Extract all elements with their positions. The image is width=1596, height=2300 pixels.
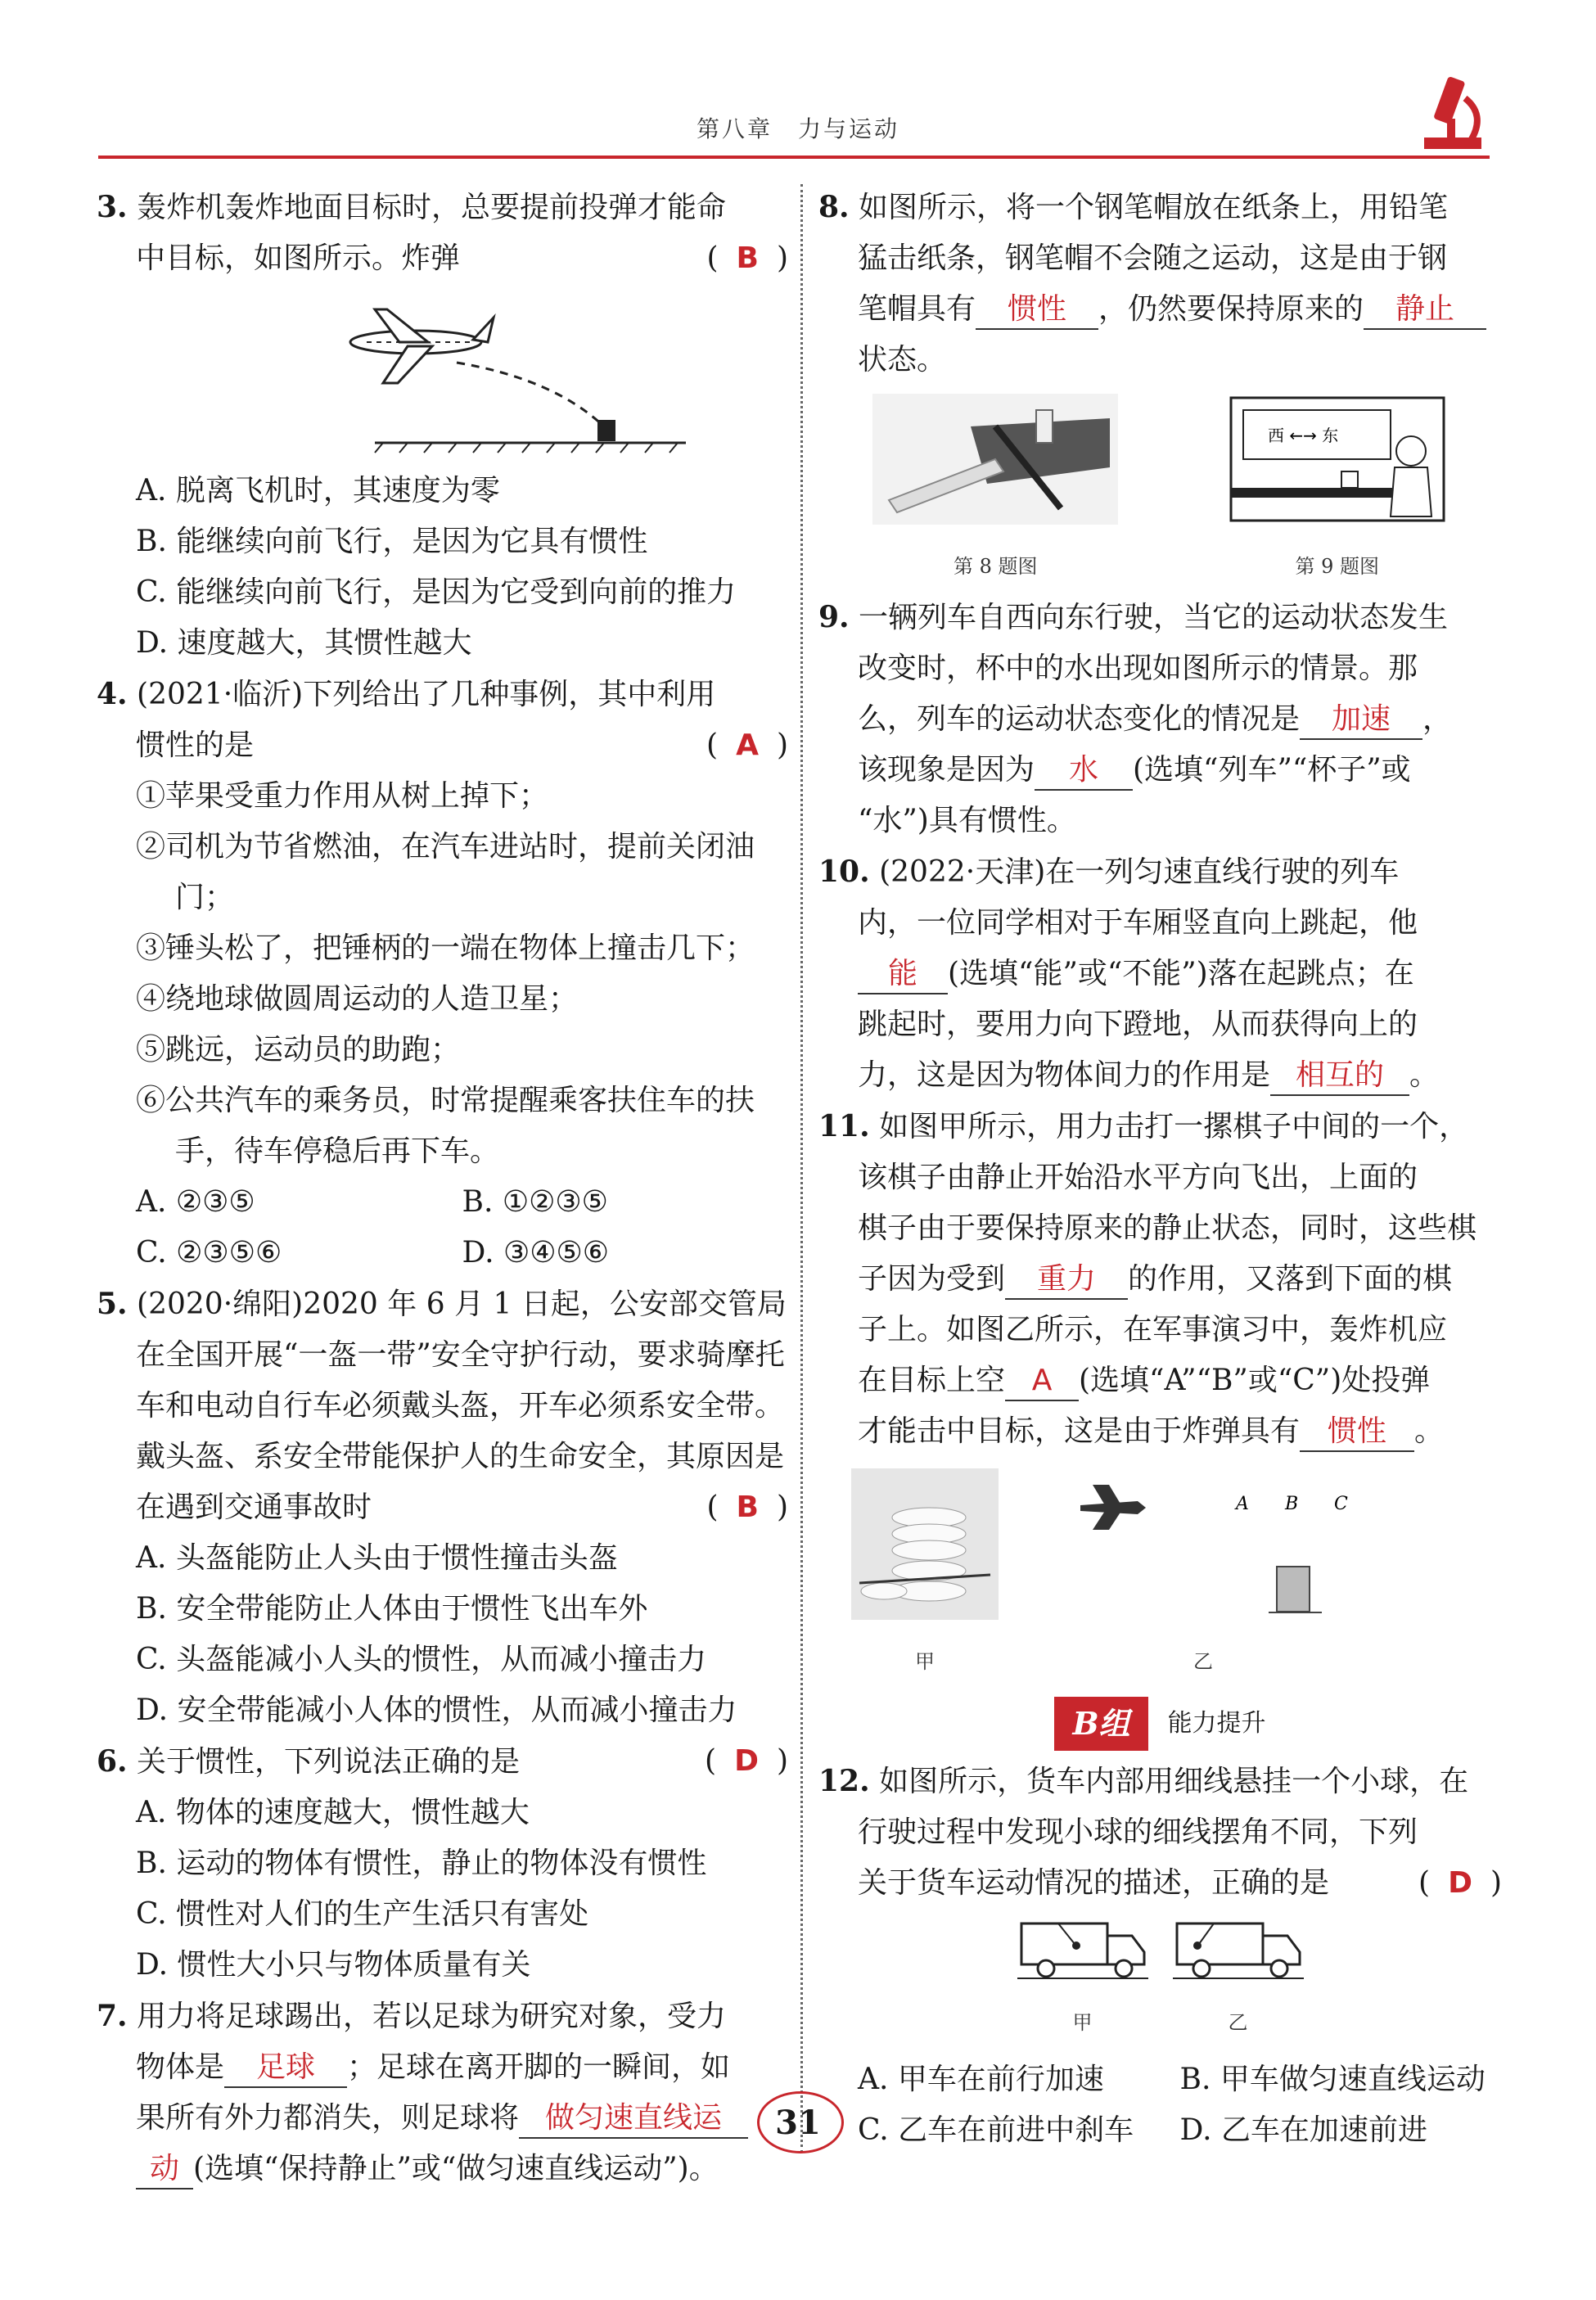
question-text: 才能击中目标，这是由于炸弹具有 bbox=[858, 1414, 1301, 1448]
option-b: B. ①②③⑤ bbox=[462, 1185, 608, 1219]
question-stem: (2021·临沂)下列给出了几种事例，其中利用 bbox=[137, 678, 716, 711]
question-text: 改变时，杯中的水出现如图所示的情景。那 bbox=[858, 652, 1418, 685]
group-badge: B组 bbox=[1054, 1697, 1147, 1751]
list-item: ②司机为节省燃油，在汽车进站时，提前关闭油门； bbox=[136, 830, 755, 914]
answer-blank: 惯性 bbox=[1300, 1413, 1414, 1452]
question-text: ， bbox=[1422, 702, 1453, 736]
point-label-c: C bbox=[1334, 1494, 1348, 1514]
question-text: 如图甲所示，用力击打一摞棋子中间的一个， bbox=[879, 1110, 1469, 1143]
question-text: 内，一位同学相对于车厢竖直向上跳起，他 bbox=[858, 906, 1418, 940]
question-5 bbox=[97, 1279, 788, 1736]
figure-8 bbox=[872, 394, 1118, 592]
point-label-a: A bbox=[1236, 1494, 1249, 1514]
direction-label: 西 ←→ 东 bbox=[1267, 426, 1338, 445]
question-9 bbox=[818, 592, 1502, 846]
question-text: 在目标上空 bbox=[858, 1364, 1006, 1397]
question-11 bbox=[818, 1101, 1502, 1687]
option-c: C. 能继续向前飞行，是因为它受到向前的推力 bbox=[136, 575, 737, 609]
list-item: ③锤头松了，把锤柄的一端在物体上撞击几下； bbox=[136, 931, 755, 965]
question-text: 如图所示，货车内部用细线悬挂一个小球，在 bbox=[879, 1765, 1469, 1798]
question-text: (选填“A”“B”或“C”)处投弹 bbox=[1079, 1364, 1431, 1397]
option-a: A. 脱离飞机时，其速度为零 bbox=[136, 474, 500, 507]
question-3 bbox=[97, 182, 788, 669]
option-d: D. ③④⑤⑥ bbox=[462, 1236, 610, 1270]
answer-choice: D bbox=[1448, 1866, 1472, 1900]
truck-jia bbox=[1017, 1915, 1148, 2048]
answer-blank: 动 bbox=[136, 2150, 193, 2190]
figure-row bbox=[818, 1468, 1502, 1687]
figure-row bbox=[818, 394, 1502, 592]
figure-caption: 第 8 题图 bbox=[953, 555, 1038, 578]
answer-paren: ( D ) bbox=[705, 1744, 788, 1778]
question-text: 物体是 bbox=[136, 2050, 225, 2084]
figure-caption: 第 9 题图 bbox=[1295, 555, 1380, 578]
question-text: 么，列车的运动状态变化的情况是 bbox=[858, 702, 1301, 736]
question-text: 果所有外力都消失，则足球将 bbox=[136, 2101, 520, 2135]
option-row bbox=[97, 1228, 788, 1279]
question-text: 该现象是因为 bbox=[858, 753, 1035, 787]
answer-blank: 水 bbox=[1035, 751, 1133, 791]
figure-label: 乙 bbox=[1193, 1650, 1213, 1673]
figure-row bbox=[818, 1915, 1502, 2048]
figure-label: 甲 bbox=[915, 1650, 935, 1673]
list-item: ④绕地球做圆周运动的人造卫星； bbox=[136, 982, 579, 1016]
option-c: C. ②③⑤⑥ bbox=[136, 1236, 282, 1270]
section-b-header bbox=[818, 1697, 1502, 1751]
answer-paren: ( B ) bbox=[706, 241, 788, 275]
question-4 bbox=[97, 669, 788, 1279]
question-number: 5. bbox=[97, 1287, 128, 1321]
question-number: 3. bbox=[97, 190, 128, 224]
question-10 bbox=[818, 846, 1502, 1101]
answer-blank: 相互的 bbox=[1270, 1057, 1409, 1096]
figure-9 bbox=[1227, 394, 1448, 592]
option-row bbox=[818, 2054, 1502, 2105]
question-number: 9. bbox=[818, 600, 850, 634]
bomber-figure bbox=[97, 289, 788, 461]
answer-choice: B bbox=[736, 1490, 759, 1524]
answer-paren: ( B ) bbox=[706, 1490, 788, 1524]
question-text: 状态。 bbox=[858, 343, 947, 377]
truck-yi bbox=[1173, 1915, 1304, 2048]
question-number: 8. bbox=[818, 190, 850, 224]
figure-label: 乙 bbox=[1228, 2011, 1248, 2034]
train-cup-figure bbox=[1227, 394, 1448, 525]
option-row bbox=[97, 1177, 788, 1228]
question-number: 4. bbox=[97, 677, 128, 711]
option-a: A. ②③⑤ bbox=[136, 1185, 255, 1219]
question-number: 12. bbox=[818, 1764, 870, 1798]
option-a: A. 头盔能防止人头由于惯性撞击头盔 bbox=[136, 1541, 618, 1575]
truck-icon bbox=[1017, 1915, 1148, 1981]
answer-choice: B bbox=[736, 241, 759, 275]
question-stem: 轰炸机轰炸地面目标时，总要提前投弹才能命 bbox=[137, 191, 727, 224]
section-label: 能力提升 bbox=[1167, 1709, 1266, 1738]
question-text: (2022·天津)在一列匀速直线行驶的列车 bbox=[879, 855, 1400, 889]
answer-paren: ( D ) bbox=[1418, 1866, 1502, 1900]
question-12 bbox=[818, 1756, 1502, 2156]
question-text: 一辆列车自西向东行驶，当它的运动状态发生 bbox=[859, 601, 1449, 634]
option-a: A. 物体的速度越大，惯性越大 bbox=[136, 1796, 530, 1829]
bomber-target-figure bbox=[1048, 1468, 1359, 1620]
question-number: 6. bbox=[97, 1744, 128, 1779]
answer-blank: 足球 bbox=[224, 2049, 347, 2088]
question-text: 跳起时，要用力向下蹬地，从而获得向上的 bbox=[858, 1008, 1418, 1041]
question-text: 行驶过程中发现小球的细线摆角不同，下列 bbox=[858, 1815, 1418, 1849]
question-text: 关于货车运动情况的描述，正确的是 bbox=[858, 1866, 1330, 1900]
question-text: 用力将足球踢出，若以足球为研究对象，受力 bbox=[137, 2000, 727, 2033]
question-text: 子上。如图乙所示，在军事演习中，轰炸机应 bbox=[858, 1313, 1448, 1346]
question-stem: 惯性的是 bbox=[136, 728, 255, 762]
question-text: 该棋子由静止开始沿水平方向飞出，上面的 bbox=[858, 1161, 1418, 1194]
answer-choice: D bbox=[734, 1744, 759, 1778]
option-c: C. 头盔能减小人头的惯性，从而减小撞击力 bbox=[136, 1643, 707, 1676]
question-text: 如图所示，将一个钢笔帽放在纸条上，用铅笔 bbox=[859, 191, 1449, 224]
list-item: ①苹果受重力作用从树上掉下； bbox=[136, 779, 549, 813]
question-stem: 关于惯性，下列说法正确的是 bbox=[137, 1745, 521, 1779]
option-a: A. 甲车在前行加速 bbox=[858, 2063, 1104, 2096]
option-c: C. 乙车在前进中刹车 bbox=[858, 2113, 1134, 2147]
option-d: D. 乙车在加速前进 bbox=[1179, 2113, 1427, 2147]
question-8 bbox=[818, 182, 1502, 592]
figure-label: 甲 bbox=[1072, 2011, 1093, 2034]
question-stem: (2020·绵阳)2020 年 6 月 1 日起，公安部交管局在全国开展“一盔一带”安全守护行动，要求骑摩托车和电动自行车必须戴头盔，开车必须系安全带。戴头盔、系安全带能保护人的生命安全，其原因是在遇到交通事故时 bbox=[136, 1288, 787, 1524]
question-text: 的作用，又落到下面的棋 bbox=[1128, 1262, 1453, 1296]
question-number: 10. bbox=[818, 855, 870, 889]
option-d: D. 惯性大小只与物体质量有关 bbox=[136, 1948, 531, 1982]
question-number: 7. bbox=[97, 1999, 128, 2033]
header-rule bbox=[98, 156, 1490, 159]
option-c: C. 惯性对人们的生产生活只有害处 bbox=[136, 1897, 589, 1931]
question-text: (选填“保持静止”或“做匀速直线运动”)。 bbox=[193, 2152, 719, 2185]
question-6 bbox=[97, 1736, 788, 1991]
list-item: ⑤跳远，运动员的助跑； bbox=[136, 1033, 461, 1067]
option-b: B. 能继续向前飞行，是因为它具有惯性 bbox=[136, 525, 648, 558]
right-column bbox=[818, 182, 1502, 2156]
answer-blank: 做匀速直线运 bbox=[519, 2099, 748, 2139]
question-text: 棋子由于要保持原来的静止状态，同时，这些棋 bbox=[858, 1211, 1477, 1245]
answer-blank: 能 bbox=[858, 955, 948, 994]
question-text: 。 bbox=[1409, 1058, 1440, 1092]
chess-stack-photo bbox=[851, 1468, 999, 1620]
answer-blank: 加速 bbox=[1300, 701, 1422, 740]
option-d: D. 安全带能减小人体的惯性，从而减小撞击力 bbox=[136, 1693, 737, 1727]
truck-icon bbox=[1173, 1915, 1304, 1981]
chapter-header: 第八章 力与运动 bbox=[696, 115, 899, 142]
list-item: ⑥公共汽车的乘务员，时常提醒乘客扶住车的扶手，待车停稳后再下车。 bbox=[136, 1084, 755, 1168]
question-text: ，仍然要保持原来的 bbox=[1098, 292, 1364, 326]
answer-blank: A bbox=[1005, 1362, 1079, 1401]
question-text: 力，这是因为物体间力的作用是 bbox=[858, 1058, 1271, 1092]
answer-choice: A bbox=[736, 728, 759, 762]
pen-cap-photo bbox=[872, 394, 1118, 525]
question-stem: 中目标，如图所示。炸弹 bbox=[136, 241, 461, 275]
question-7 bbox=[97, 1991, 788, 2194]
option-b: B. 甲车做匀速直线运动 bbox=[1179, 2063, 1486, 2096]
answer-blank: 惯性 bbox=[976, 291, 1098, 330]
question-text: 猛击纸条，钢笔帽不会随之运动，这是由于钢 bbox=[858, 241, 1448, 275]
option-b: B. 安全带能防止人体由于惯性飞出车外 bbox=[136, 1592, 648, 1626]
question-text: (选填“列车”“杯子”或 bbox=[1133, 753, 1411, 787]
microscope-icon bbox=[1408, 65, 1498, 156]
option-d: D. 速度越大，其惯性越大 bbox=[136, 626, 472, 660]
figure-jia bbox=[851, 1468, 999, 1687]
answer-paren: ( A ) bbox=[706, 728, 788, 762]
point-label-b: B bbox=[1285, 1494, 1299, 1514]
question-number: 11. bbox=[818, 1109, 870, 1143]
question-text: 子因为受到 bbox=[858, 1262, 1006, 1296]
answer-blank: 重力 bbox=[1005, 1260, 1128, 1300]
question-text: 。 bbox=[1414, 1414, 1445, 1448]
question-text: (选填“能”或“不能”)落在起跳点；在 bbox=[948, 957, 1414, 990]
figure-yi bbox=[1048, 1468, 1359, 1687]
option-b: B. 运动的物体有惯性，静止的物体没有惯性 bbox=[136, 1847, 707, 1880]
column-divider bbox=[800, 184, 803, 2153]
page-number: 31 bbox=[775, 2104, 821, 2142]
left-column bbox=[97, 182, 788, 2194]
question-text: 笔帽具有 bbox=[858, 292, 976, 326]
question-text: “水”)具有惯性。 bbox=[858, 804, 1076, 837]
answer-blank: 静止 bbox=[1364, 291, 1486, 330]
question-text: ；足球在离开脚的一瞬间，如 bbox=[347, 2050, 731, 2084]
